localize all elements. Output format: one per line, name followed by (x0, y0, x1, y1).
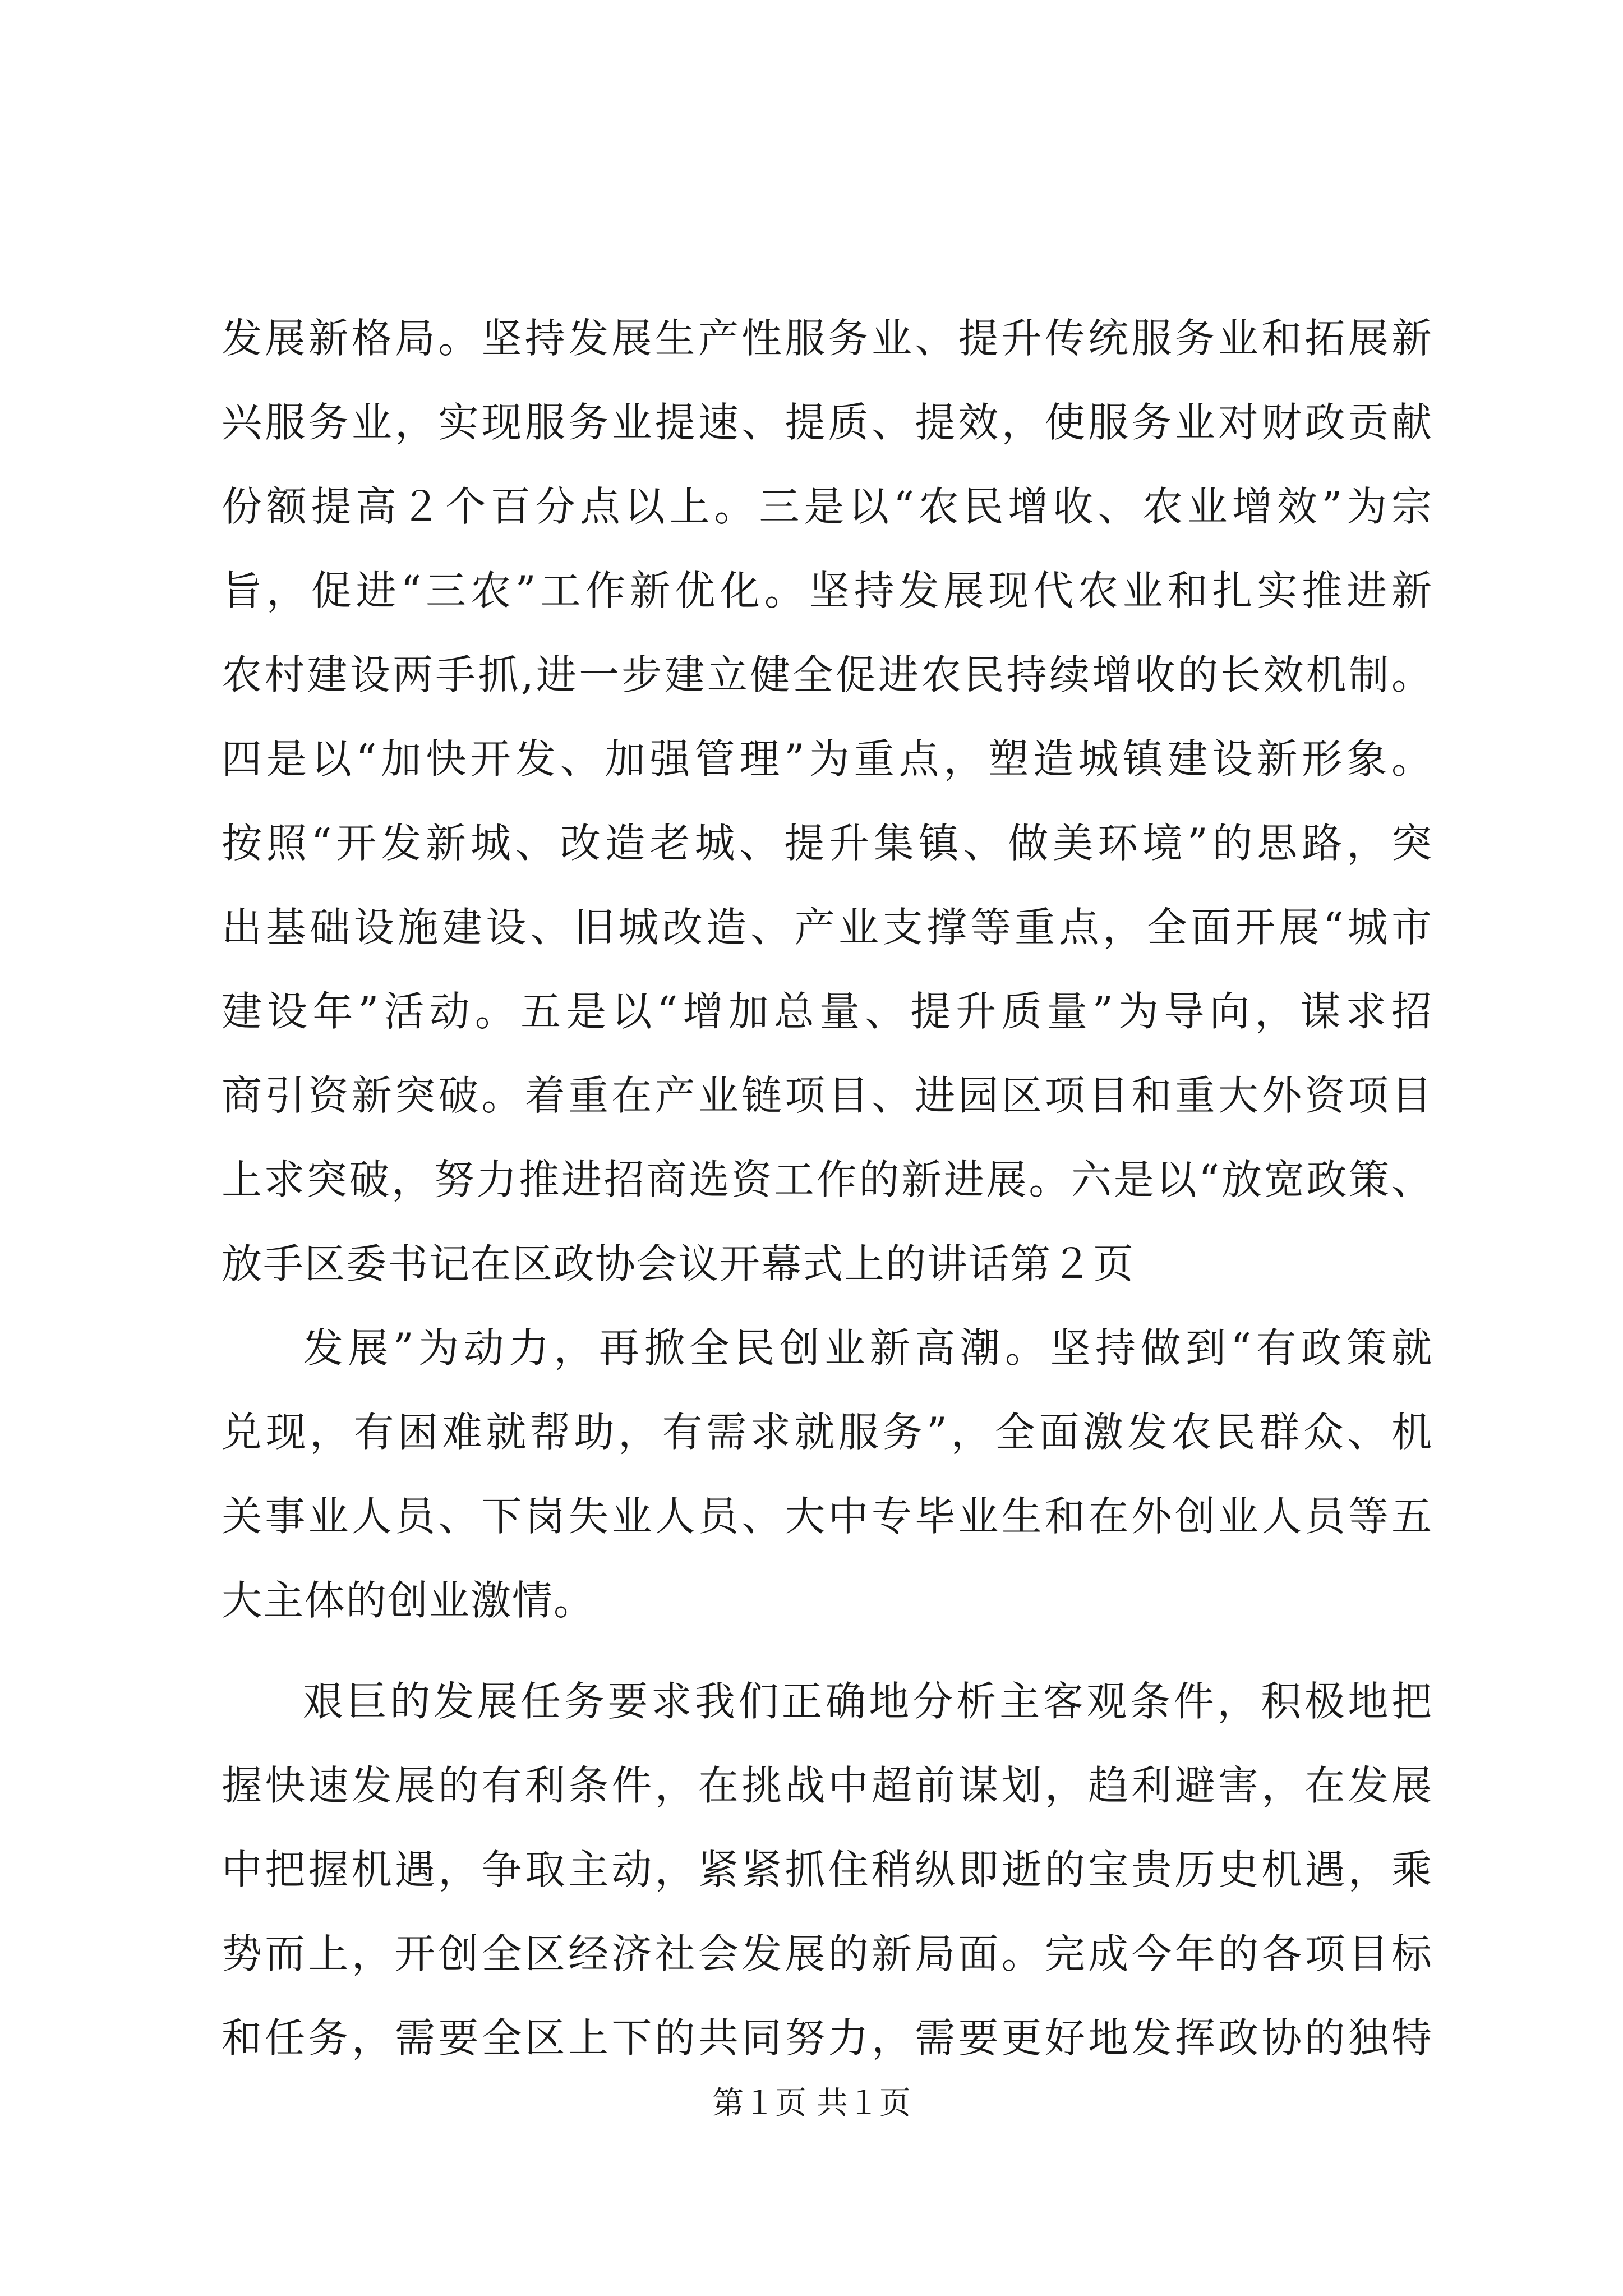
text-line: 上求突破，努力推进招商选资工作的新进展。六是以“放宽政策、 (222, 1156, 1433, 1203)
text-line: 四是以“加快开发、加强管理”为重点，塑造城镇建设新形象。 (222, 735, 1433, 783)
text-line: 按照“开发新城、改造老城、提升集镇、做美环境”的思路，突 (222, 820, 1433, 867)
text-line: 商引资新突破。着重在产业链项目、进园区项目和重大外资项目 (222, 1072, 1433, 1119)
text-line: 势而上，开创全区经济社会发展的新局面。完成今年的各项目标 (222, 1930, 1433, 1977)
text-line: 份额提高２个百分点以上。三是以“农民增收、农业增效”为宗 (222, 483, 1433, 530)
text-line: 和任务，需要全区上下的共同努力，需要更好地发挥政协的独特 (222, 2014, 1433, 2062)
text-line: 兑现，有困难就帮助，有需求就服务”，全面激发农民群众、机 (222, 1409, 1433, 1456)
text-line: 兴服务业，实现服务业提速、提质、提效，使服务业对财政贡献 (222, 399, 1433, 446)
text-line: 放手区委书记在区政协会议开幕式上的讲话第２页 (222, 1240, 1135, 1287)
paragraph-first-line: 艰巨的发展任务要求我们正确地分析主客观条件，积极地把 (303, 1678, 1433, 1725)
text-line: 出基础设施建设、旧城改造、产业支撑等重点，全面开展“城市 (222, 904, 1433, 951)
text-line: 旨，促进“三农”工作新优化。坚持发展现代农业和扎实推进新 (222, 567, 1433, 614)
text-line: 关事业人员、下岗失业人员、大中专毕业生和在外创业人员等五 (222, 1493, 1433, 1540)
page-footer: 第１页 共１页 (712, 2085, 911, 2122)
text-line: 大主体的创业激情。 (222, 1577, 596, 1624)
paragraph-first-line: 发展”为动力，再掀全民创业新高潮。坚持做到“有政策就 (303, 1324, 1433, 1372)
text-line: 建设年”活动。五是以“增加总量、提升质量”为导向，谋求招 (222, 988, 1433, 1035)
text-line: 农村建设两手抓,进一步建立健全促进农民持续增收的长效机制。 (222, 651, 1433, 698)
text-line: 中把握机遇，争取主动，紧紧抓住稍纵即逝的宝贵历史机遇，乘 (222, 1846, 1433, 1893)
text-line: 发展新格局。坚持发展生产性服务业、提升传统服务业和拓展新 (222, 315, 1433, 362)
text-line: 握快速发展的有利条件，在挑战中超前谋划，趋利避害，在发展 (222, 1762, 1433, 1809)
